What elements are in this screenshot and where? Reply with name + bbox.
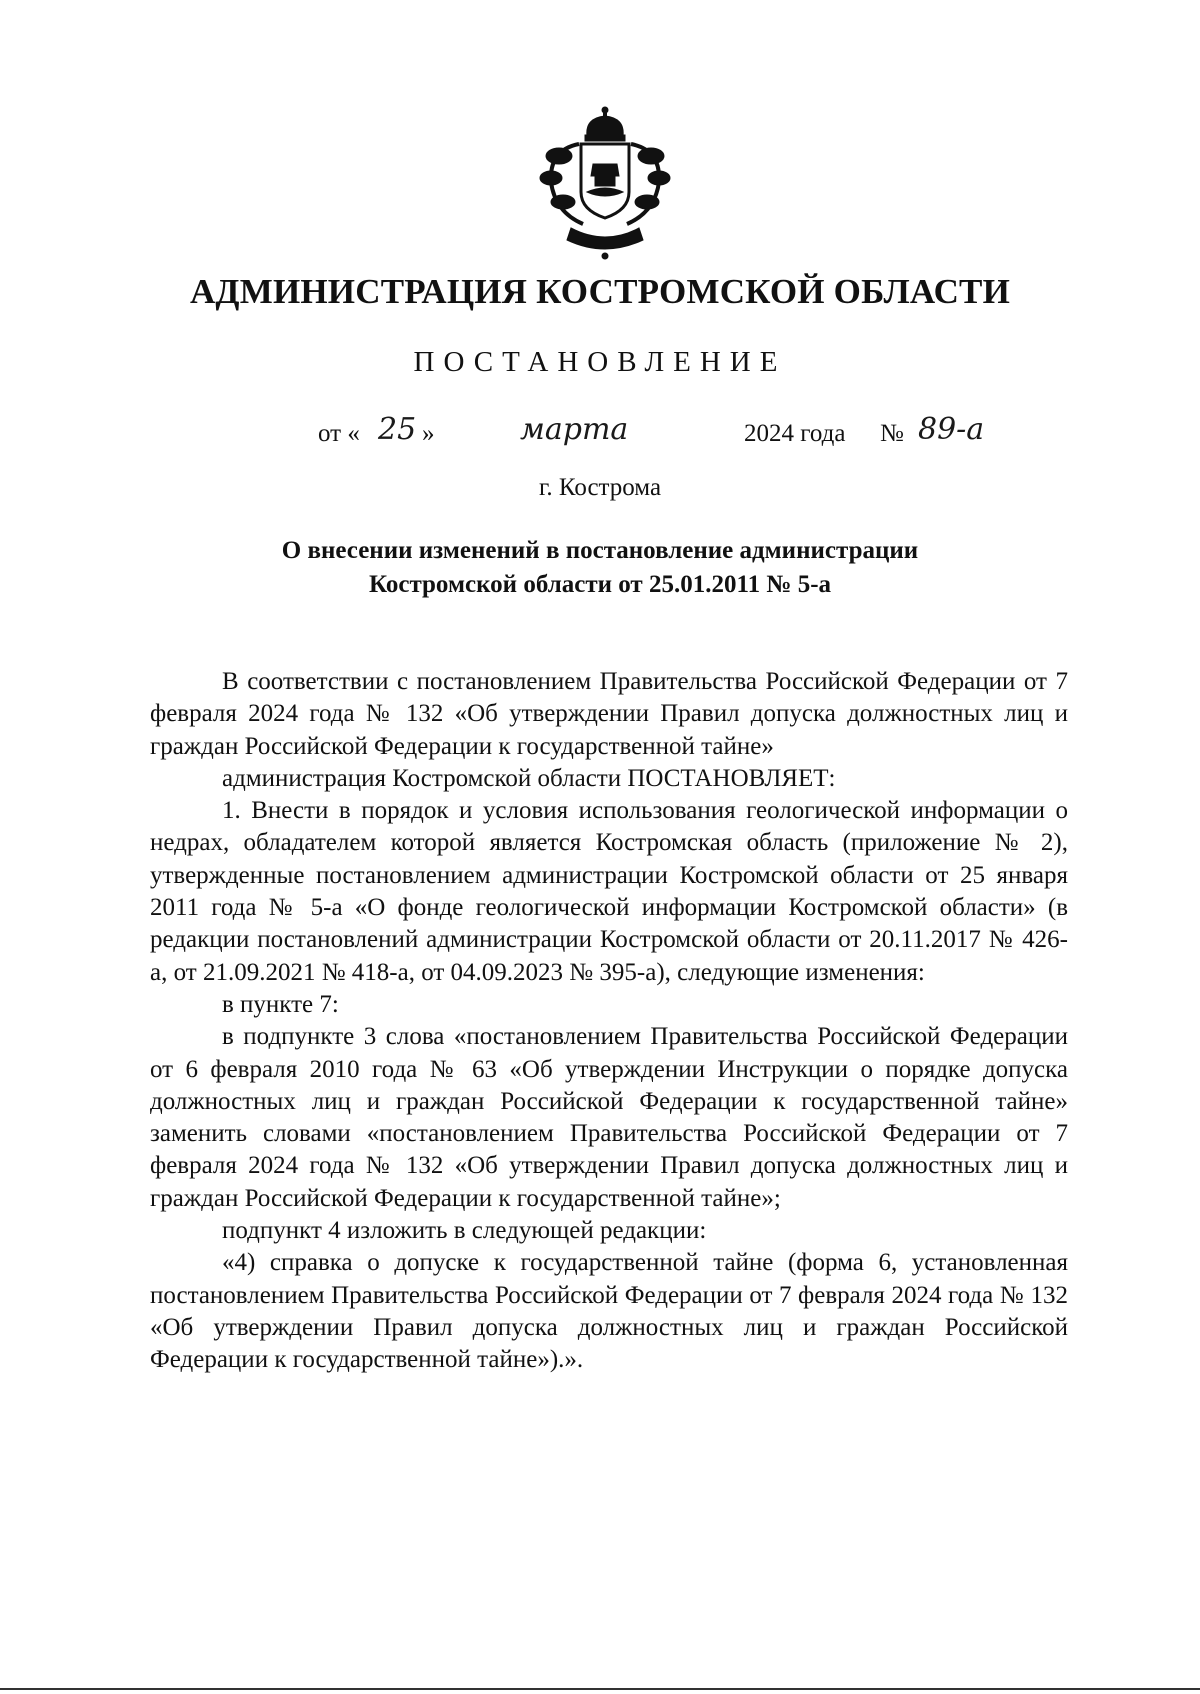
- date-day: 25: [378, 412, 417, 447]
- paragraph-point-7: в пункте 7:: [222, 990, 339, 1018]
- title-line-1: О внесении изменений в постановление администрации: [281, 537, 919, 564]
- date-close-quote: »: [422, 420, 435, 447]
- date-from-label: от «: [318, 420, 360, 447]
- page-bottom-rule: [0, 1688, 1200, 1690]
- paragraph-item-1: 1. Внести в порядок и условия использования геологической информации о недрах, обладателем которой является Костромская область (приложение № 2), утвержденные постановлением администрации Костромской области от 25 января 2011 года № 5-а «О фонде геологической информации Костромской области» (в редакции постановлений администрации Костромской области от 20.11.2017 № 426-а, от 21.09.2021 № 418-а, от 04.09.2023 № 395-а), следующие изменения:: [150, 797, 1068, 986]
- paragraph-preamble: В соответствии с постановлением Правительства Российской Федерации от 7 февраля 2024 года № 132 «Об утверждении Правил допуска должностных лиц и граждан Российской Федерации к государственной тайне»: [150, 668, 1068, 760]
- number-label: №: [880, 420, 904, 447]
- paragraph-subpoint-4-text: «4) справка о допуске к государственной тайне (форма 6, установленная постановлением Правительства Российской Федерации от 7 февраля 2024 года № 132 «Об утверждении Правил допуска должностных лиц и граждан Российской Федерации к государственной тайне»).».: [150, 1249, 1068, 1374]
- document-number: 89-а: [918, 412, 985, 447]
- title-line-2: Костромской области от 25.01.2011 № 5-а: [368, 571, 832, 598]
- paragraph-subpoint-4-intro: подпункт 4 изложить в следующей редакции:: [222, 1217, 707, 1245]
- date-number-line: [0, 412, 1200, 456]
- date-year: 2024 года: [744, 420, 846, 447]
- paragraph-subpoint-3: в подпункте 3 слова «постановлением Правительства Российской Федерации от 6 февраля 2010 года № 63 «Об утверждении Инструкции о порядке допуска должностных лиц и граждан Российской Федерации к государственной тайне» заменить словами «постановлением Правительства Российской Федерации от 7 февраля 2024 года № 132 «Об утверждении Правил допуска должностных лиц и граждан Российской Федерации к государственной тайне»;: [150, 1023, 1068, 1212]
- city-name: г. Кострома: [538, 474, 662, 501]
- document-body: [150, 666, 1068, 1377]
- coat-of-arms-icon: [535, 104, 675, 264]
- document-title: [150, 534, 1050, 602]
- organization-name: АДМИНИСТРАЦИЯ КОСТРОМСКОЙ ОБЛАСТИ: [189, 272, 1011, 311]
- date-month: марта: [520, 412, 629, 447]
- document-type: ПОСТАНОВЛЕНИЕ: [413, 346, 787, 378]
- paragraph-resolves: администрация Костромской области ПОСТАНОВЛЯЕТ:: [222, 764, 836, 792]
